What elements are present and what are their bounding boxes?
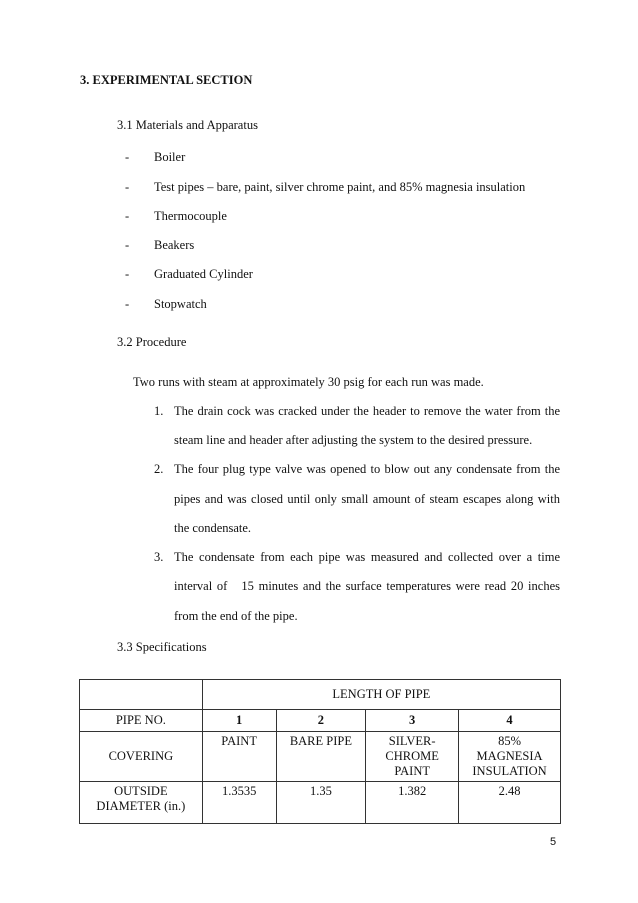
material-item: Boiler: [154, 150, 186, 164]
outside-diameter-value: 2.48: [459, 782, 561, 824]
table-row: [80, 782, 561, 824]
procedure-heading: 3.2 Procedure: [117, 335, 187, 349]
step-line: the condensate.: [174, 521, 252, 535]
material-item: Beakers: [154, 238, 195, 252]
step-number: 2.: [154, 462, 164, 476]
materials-heading: 3.1 Materials and Apparatus: [117, 118, 258, 132]
outside-diameter-label: OUTSIDE DIAMETER (in.): [80, 782, 203, 824]
step-line: from the end of the pipe.: [174, 609, 298, 623]
table-row: [80, 710, 561, 732]
table-row: [80, 732, 561, 782]
outside-diameter-value: 1.35: [276, 782, 366, 824]
page-number: 5: [550, 836, 557, 848]
bullet-dash: -: [125, 150, 130, 164]
specifications-table: [79, 679, 561, 824]
bullet-dash: -: [125, 180, 130, 194]
material-item: Thermocouple: [154, 209, 227, 223]
step-line: steam line and header after adjusting the system to the desired pressure.: [174, 433, 533, 447]
table-row: [80, 680, 561, 710]
material-item: Stopwatch: [154, 297, 207, 311]
step-line: The drain cock was cracked under the header to remove the water from the: [174, 404, 560, 418]
pipe-number: 1: [202, 710, 276, 732]
bullet-dash: -: [125, 238, 130, 252]
covering-value: BARE PIPE: [276, 732, 366, 782]
pipe-no-label: PIPE NO.: [80, 710, 203, 732]
section-title: 3. EXPERIMENTAL SECTION: [80, 73, 253, 87]
step-line: The condensate from each pipe was measured and collected over a time: [174, 550, 560, 564]
step-line: pipes and was closed until only small amount of steam escapes along with: [174, 492, 560, 506]
procedure-intro: Two runs with steam at approximately 30 psig for each run was made.: [133, 375, 484, 389]
material-item: Test pipes – bare, paint, silver chrome paint, and 85% magnesia insulation: [154, 180, 526, 194]
covering-value: 85% MAGNESIA INSULATION: [459, 732, 561, 782]
specifications-heading: 3.3 Specifications: [117, 640, 207, 654]
material-item: Graduated Cylinder: [154, 267, 253, 281]
bullet-dash: -: [125, 209, 130, 223]
length-of-pipe-header: LENGTH OF PIPE: [202, 680, 560, 710]
outside-diameter-value: 1.382: [366, 782, 459, 824]
step-line: interval of 15 minutes and the surface temperatures were read 20 inches: [174, 579, 560, 593]
pipe-number: 4: [459, 710, 561, 732]
table-cell-empty: [80, 680, 203, 710]
outside-diameter-value: 1.3535: [202, 782, 276, 824]
step-number: 1.: [154, 404, 164, 418]
covering-value: SILVER- CHROME PAINT: [366, 732, 459, 782]
bullet-dash: -: [125, 267, 130, 281]
covering-label: COVERING: [80, 732, 203, 782]
step-line: The four plug type valve was opened to blow out any condensate from the: [174, 462, 560, 476]
pipe-number: 3: [366, 710, 459, 732]
pipe-number: 2: [276, 710, 366, 732]
step-number: 3.: [154, 550, 164, 564]
bullet-dash: -: [125, 297, 130, 311]
covering-value: PAINT: [202, 732, 276, 782]
